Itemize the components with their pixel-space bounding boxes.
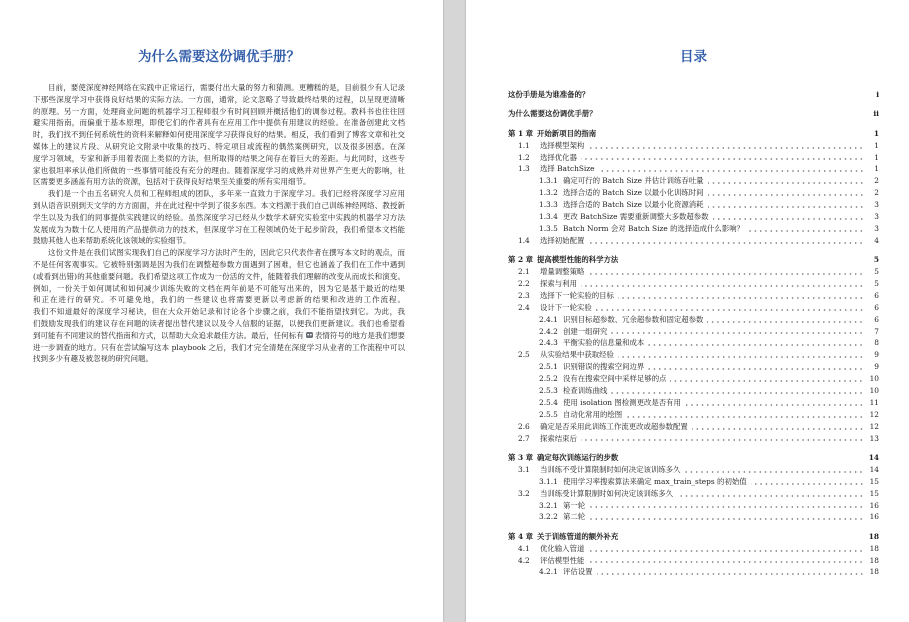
toc-dot-leader	[626, 409, 864, 421]
toc-entry-page-number: 18	[869, 567, 879, 577]
line-text-before-emoji: 到可能有不同建议的替代指南和方式，以帮助大众追求最佳方法。最后，任何标有	[33, 330, 304, 340]
toc-dot-leader	[618, 349, 864, 361]
toc-entry-page-number: 7	[874, 326, 879, 336]
toc-dot-leader	[581, 152, 864, 164]
toc-entry-sub[interactable]	[508, 397, 879, 409]
toc-entry-section[interactable]	[508, 349, 879, 361]
toc-entry-title: 选择合适的 Batch Size 以最小化训练时间	[563, 188, 704, 198]
toc-entry-page-number: 6	[874, 290, 879, 300]
toc-entry-page-number: 1	[874, 152, 879, 162]
toc-dot-leader	[588, 266, 864, 278]
body-text	[33, 82, 405, 365]
toc-entry-title: 检查训练曲线	[563, 385, 608, 395]
table-of-contents	[508, 89, 879, 578]
toc-entry-number: 2.7	[518, 433, 530, 443]
toc-entry-section[interactable]	[508, 163, 879, 175]
toc-entry-title: 选择下一轮实验的目标	[540, 290, 614, 300]
paragraph-line: 的原理。另一方面，处理商业问题的机器学习工程师很少有时间回顾并概括他们的调参过程。教科书也往往回	[33, 106, 405, 116]
toc-entry-section[interactable]	[508, 290, 879, 302]
toc-entry-title: 选择 BatchSize	[540, 164, 595, 174]
toc-dot-leader	[670, 373, 864, 385]
toc-entry-sub[interactable]	[508, 361, 879, 373]
toc-entry-page-number: 12	[869, 421, 879, 431]
toc-dot-leader	[581, 433, 864, 445]
toc-entry-title: 评估模型性能	[540, 555, 585, 565]
toc-entry-page-number: 16	[869, 512, 879, 522]
toc-entry-sub[interactable]	[508, 326, 879, 338]
toc-entry-title: 增量调整策略	[540, 267, 585, 277]
toc-entry-sub[interactable]	[508, 409, 879, 421]
toc-entry-title: 使用学习率搜索算法来确定 max_train_steps 的初始值	[563, 476, 747, 486]
toc-entry-number: 1.3.3	[539, 200, 558, 210]
toc-entry-page-number: 4	[874, 235, 879, 245]
paragraph-line	[33, 330, 405, 342]
toc-entry-sub[interactable]	[508, 337, 879, 349]
toc-entry-title: 确定每次训练运行的步数	[537, 452, 619, 462]
toc-dot-leader	[589, 511, 864, 523]
toc-entry-number: 2.5.1	[539, 362, 558, 372]
toc-dot-leader	[618, 290, 864, 302]
toc-entry-sub[interactable]	[508, 511, 879, 523]
paragraph-line: 媒体上的建议片段、从研究论文附录中收集的技巧、特定项目或流程的偶然案例研究，以及很多困惑。在深	[33, 141, 405, 151]
toc-dot-leader	[707, 314, 864, 326]
toc-entry-number: 3.1.1	[539, 476, 558, 486]
toc-entry-section[interactable]	[508, 235, 879, 247]
robot-emoji-icon	[306, 332, 313, 339]
toc-entry-title: 选择初始配置	[540, 235, 585, 245]
toc-entry-number: 1.3.2	[539, 188, 558, 198]
paragraph	[33, 82, 405, 188]
toc-entry-number: 2.5.5	[539, 409, 558, 419]
toc-entry-sub[interactable]	[508, 385, 879, 397]
toc-title: 目录	[680, 49, 707, 65]
toc-entry-page-number: 18	[868, 531, 879, 541]
toc-entry-page-number: 5	[874, 278, 879, 288]
toc-entry-sub[interactable]	[508, 373, 879, 385]
paragraph-line: 们鼓励发现我们的建议存在问题的读者提出替代建议以及令人信服的证据，以便我们更新建议。我们也希望看	[33, 318, 405, 328]
toc-dot-leader	[692, 421, 864, 433]
toc-entry-page-number: 16	[869, 500, 879, 510]
toc-entry-page-number: 18	[869, 555, 879, 565]
paragraph-line: (或看到出错)的其他重要问题。我们希望这项工作成为一份活的文件，能随着我们理解的改变从而成长和演变。	[33, 271, 405, 281]
toc-entry-number: 1.3.1	[539, 176, 558, 186]
toc-entry-number: 3.2.1	[539, 500, 558, 510]
toc-entry-number: 第 3 章	[508, 452, 534, 462]
toc-entry-number: 2.4.3	[539, 338, 558, 348]
paragraph	[33, 188, 405, 247]
paragraph-line: 我们不知道最好的深度学习秘诀，但在大众开始记录和讨论各个步骤之前，我们不能指望找到它。为此，我	[33, 307, 405, 317]
toc-entry-page-number: 2	[874, 176, 879, 186]
toc-entry-section[interactable]	[508, 278, 879, 290]
toc-entry-page-number: 8	[874, 338, 879, 348]
toc-entry-number: 2.4.2	[539, 326, 558, 336]
toc-entry-page-number: 11	[869, 397, 879, 407]
toc-entry-number: 2.1	[518, 267, 530, 277]
paragraph-line: 和正在进行的研究。不可避免地，我们的一些建议也将需要更新以考虑新的结果和改进的工作流程。	[33, 295, 405, 305]
toc-entry-number: 2.5.3	[539, 385, 558, 395]
toc-entry-section[interactable]	[508, 464, 879, 476]
toc-entry-title: 平衡实验的信息量和成本	[563, 338, 645, 348]
toc-entry-title: 没有在搜索空间中采样足够的点	[563, 374, 667, 384]
toc-entry-page-number: 3	[874, 200, 879, 210]
toc-entry-number: 2.5	[518, 350, 530, 360]
toc-entry-title: 为什么需要这份调优手册？	[508, 109, 597, 119]
toc-entry-title: 探索结束后	[540, 433, 577, 443]
toc-entry-section[interactable]	[508, 555, 879, 567]
toc-entry-number: 2.6	[518, 421, 530, 431]
toc-entry-page-number: 15	[869, 488, 879, 498]
paragraph-line: 我们是一个由五名研究人员和工程师组成的团队，多年来一直致力于深度学习。我们已经将深度学习应用	[48, 189, 405, 199]
toc-entry-number: 3.2.2	[539, 512, 558, 522]
toc-entry-section[interactable]	[508, 488, 879, 500]
toc-entry-page-number: 9	[874, 362, 879, 372]
toc-dot-leader	[684, 464, 864, 476]
toc-entry-page-number: 1	[874, 140, 879, 150]
toc-dot-leader	[648, 361, 864, 373]
toc-entry-page-number: 14	[868, 452, 879, 462]
paragraph-line: 学生以及为我们的同事提供实践建议的经验。虽然深度学习已经从少数学术研究实验室中实践的机器学习方法	[33, 212, 405, 222]
toc-entry-section[interactable]	[508, 140, 879, 152]
line-text-after-emoji: 表情符号的地方是我们想要	[314, 330, 405, 340]
toc-entry-section[interactable]	[508, 266, 879, 278]
toc-entry-number: 2.4	[518, 302, 530, 312]
paragraph-line: 避实用指南，而偏重于基本原理，即使它们的作者具有在应用工作中提供有用建议的经验。在准备创建此文档	[33, 118, 405, 128]
toc-dot-leader	[708, 187, 864, 199]
paragraph-line: 例如，一份关于如何调试和如何减少训练失败的文档在两年前是不可能写出来的，因为它是基于最近的结果	[33, 283, 405, 293]
toc-dot-leader	[588, 543, 864, 555]
toc-dot-leader	[611, 326, 864, 338]
toc-entry-number: 3.2	[518, 488, 530, 498]
toc-entry-number: 第 1 章	[508, 128, 534, 138]
toc-entry-number: 1.3.4	[539, 212, 558, 222]
toc-dot-leader	[708, 199, 864, 211]
toc-entry-title: 选择模型架构	[540, 140, 585, 150]
toc-entry-number: 第 2 章	[508, 255, 534, 265]
toc-entry-sub[interactable]	[508, 314, 879, 326]
left-page	[0, 0, 443, 622]
toc-entry-title: 探索与利用	[540, 278, 577, 288]
toc-entry-title: 优化输入管道	[540, 543, 585, 553]
toc-entry-page-number: 2	[874, 188, 879, 198]
toc-entry-title: 设计下一轮实验	[540, 302, 592, 312]
toc-entry-sub[interactable]	[508, 211, 879, 223]
toc-dot-leader	[588, 555, 864, 567]
paragraph-line: 这份文件是在我们试图实现我们自己的深度学习方法时产生的，因此它只代表作者在撰写本文时的观点，而	[48, 248, 405, 258]
paragraph-line: 找到多少有趣及被忽视的研究问题。	[33, 354, 153, 364]
toc-dot-leader	[648, 337, 864, 349]
toc-entry-number: 2.4.1	[539, 314, 558, 324]
toc-entry-page-number: 3	[874, 223, 879, 233]
toc-entry-number: 第 4 章	[508, 531, 534, 541]
toc-dot-leader	[748, 223, 864, 235]
toc-entry-number: 2.5.2	[539, 374, 558, 384]
paragraph-line: 下那些深度学习中获得良好结果的实际方法。一方面，通常，论文忽略了导致最终结果的过程，以呈现更清晰	[33, 94, 405, 104]
toc-entry-title: 创建一组研究	[563, 326, 608, 336]
toc-entry-sub[interactable]	[508, 476, 879, 488]
toc-entry-chapter[interactable]	[508, 128, 879, 140]
toc-entry-section[interactable]	[508, 421, 879, 433]
toc-dot-leader	[588, 140, 864, 152]
toc-entry-front[interactable]	[508, 108, 879, 120]
right-page	[466, 0, 909, 622]
toc-entry-number: 1.4	[518, 235, 530, 245]
toc-entry-page-number: 5	[874, 267, 879, 277]
toc-entry-number: 1.2	[518, 152, 530, 162]
toc-dot-leader	[751, 476, 864, 488]
toc-entry-number: 1.1	[518, 140, 530, 150]
toc-dot-leader	[581, 278, 864, 290]
toc-entry-section[interactable]	[508, 543, 879, 555]
toc-entry-title: 从实验结果中获取经验	[540, 350, 614, 360]
toc-dot-leader	[713, 211, 864, 223]
toc-entry-page-number: 12	[869, 409, 879, 419]
toc-entry-sub[interactable]	[508, 566, 879, 578]
toc-entry-title: 当训练不受计算限制时如何决定该训练多久	[540, 464, 681, 474]
toc-dot-leader	[589, 500, 864, 512]
toc-entry-title: 识别目标超参数、冗余超参数和固定超参数	[563, 314, 704, 324]
toc-entry-number: 1.3.5	[539, 223, 558, 233]
toc-entry-chapter[interactable]	[508, 531, 879, 543]
toc-dot-leader	[588, 235, 864, 247]
toc-entry-page-number: 3	[874, 212, 879, 222]
toc-entry-title: 更改 BatchSize 需要重新调整大多数超参数	[563, 212, 709, 222]
toc-dot-leader	[611, 385, 864, 397]
toc-entry-number: 4.2.1	[539, 567, 558, 577]
paragraph-line: 度学习领域，专家和新手用着表面上类似的方法，但所取得的结果之间存在着巨大的差距。与此同时，这些专	[33, 153, 405, 163]
toc-entry-page-number: 1	[873, 128, 879, 138]
toc-entry-number: 2.3	[518, 290, 530, 300]
toc-entry-title: 第二轮	[563, 512, 586, 522]
toc-entry-title: 选择合适的 Batch Size 以最小化资源消耗	[563, 200, 704, 210]
toc-dot-leader	[599, 163, 864, 175]
toc-entry-page-number: 1	[874, 164, 879, 174]
toc-entry-title: 使用 isolation 图检测更改是否有用	[563, 397, 681, 407]
paragraph-line: 不是任何客观事实。它被特别强调是因为我们在调整超参数方面遇到了困难，但它也涵盖了我们在工作中遇到	[33, 259, 405, 269]
toc-entry-sub[interactable]	[508, 500, 879, 512]
toc-entry-title: 这份手册是为谁准备的？	[508, 90, 590, 99]
toc-entry-title: 提高模型性能的科学方法	[537, 255, 619, 265]
toc-entry-title: 识别错误的搜索空间边界	[563, 362, 645, 372]
toc-dot-leader	[708, 175, 864, 187]
paragraph-line: 进一步调查的地方。只有在尝试编写这本 playbook 之后，我们才完全清楚在深度学习从业者的工作流程中可以	[33, 342, 405, 352]
toc-entry-page-number: 14	[869, 464, 879, 474]
toc-entry-title: 评估设置	[563, 567, 593, 577]
toc-dot-leader	[596, 302, 864, 314]
toc-entry-sub[interactable]	[508, 187, 879, 199]
toc-entry-title: 当训练受计算限制时如何决定该训练多久	[540, 488, 674, 498]
toc-entry-page-number: 13	[869, 433, 879, 443]
toc-entry-page-number: 15	[869, 476, 879, 486]
paragraph-line: 到从语音识别到天文学的方方面面，并在此过程中学到了很多东西。本文档源于我们自己训练神经网络、教授新	[33, 200, 405, 210]
toc-entry-title: 确定可行的 Batch Size 并估计训练吞吐量	[563, 176, 704, 186]
toc-entry-chapter[interactable]	[508, 452, 879, 464]
toc-entry-chapter[interactable]	[508, 254, 879, 266]
toc-entry-number: 4.1	[518, 543, 530, 553]
toc-entry-title: 第一轮	[563, 500, 586, 510]
paragraph-line: 目前，要使深度神经网络在实践中正常运行，需要付出大量的努力和猜测。更糟糕的是，目前很少有人记录	[48, 83, 405, 92]
paragraph-line: 时，我们找不到任何系统性的资料来解释如何使用深度学习获得良好的结果。相反，我们看到了博客文章和社交	[33, 130, 405, 140]
toc-entry-number: 2.2	[518, 278, 530, 288]
toc-entry-title: 自动化常用的绘图	[563, 409, 623, 419]
toc-entry-number: 2.5.4	[539, 397, 558, 407]
toc-entry-sub[interactable]	[508, 175, 879, 187]
toc-entry-title: 选择优化器	[540, 152, 577, 162]
toc-entry-front[interactable]	[508, 89, 879, 101]
toc-entry-sub[interactable]	[508, 199, 879, 211]
toc-entry-page-number: i	[876, 90, 879, 99]
toc-entry-title: Batch Norm 会对 Batch Size 的选择造成什么影响？	[563, 223, 744, 233]
toc-dot-leader	[685, 397, 864, 409]
paragraph-line: 区需要更多涵盖有用方法的资源，包括对于获得良好结果至关重要的所有实用细节。	[33, 177, 311, 187]
toc-entry-page-number: 6	[874, 302, 879, 312]
toc-entry-section[interactable]	[508, 302, 879, 314]
toc-entry-page-number: ii	[873, 109, 879, 119]
toc-entry-section[interactable]	[508, 433, 879, 445]
toc-entry-page-number: 10	[869, 374, 879, 384]
toc-entry-title: 确定是否采用此训练工作流更改或超参数配置	[540, 421, 688, 431]
toc-dot-leader	[677, 488, 864, 500]
paragraph-line: 家也很坦率承认他们所做的一些事情可能没有充分的理由。随着深度学习的成熟并对世界产生更大的影响，社	[33, 165, 405, 175]
toc-entry-title: 开始新项目的指南	[537, 128, 597, 138]
toc-entry-number: 3.1	[518, 464, 530, 474]
paragraph-line: 发展成为为数十亿人使用的产品提供动力的技术，但深度学习在工程领域仍处于起步阶段，我们希望本文档能	[33, 224, 405, 234]
toc-entry-page-number: 5	[873, 255, 879, 265]
toc-dot-leader	[597, 566, 864, 578]
toc-entry-title: 关于训练管道的额外补充	[537, 531, 619, 541]
paragraph	[33, 247, 405, 365]
paragraph-line: 鼓励其他人也来帮助系统化该领域的实验细节。	[33, 236, 191, 246]
toc-entry-page-number: 9	[874, 350, 879, 360]
toc-entry-sub[interactable]	[508, 223, 879, 235]
toc-entry-page-number: 6	[874, 314, 879, 324]
toc-entry-section[interactable]	[508, 152, 879, 164]
toc-entry-page-number: 10	[869, 385, 879, 395]
toc-entry-number: 4.2	[518, 555, 530, 565]
page-title: 为什么需要这份调优手册？	[138, 49, 300, 65]
toc-entry-number: 1.3	[518, 164, 530, 174]
toc-entry-page-number: 18	[869, 543, 879, 553]
